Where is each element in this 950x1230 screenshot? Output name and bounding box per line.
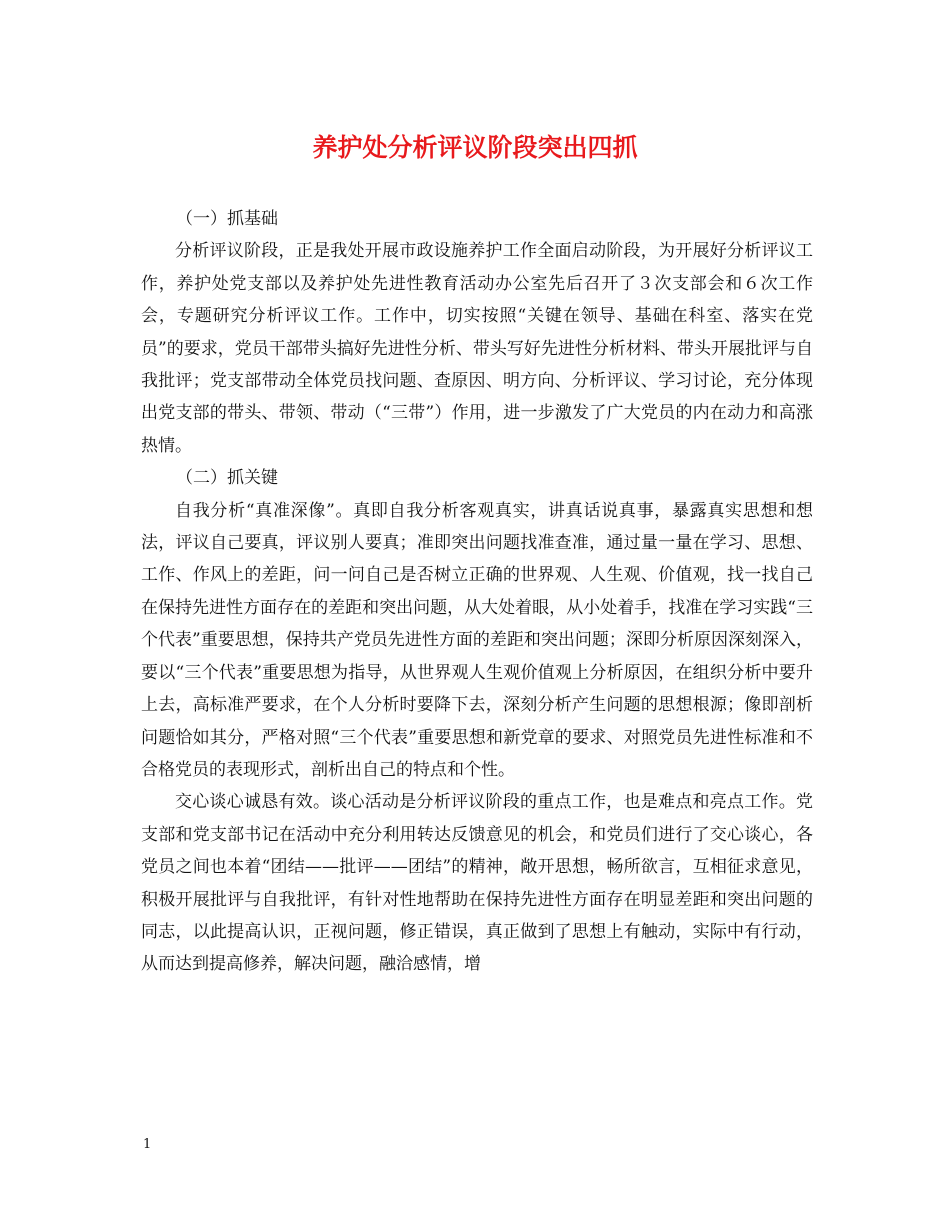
page-title: 养护处分析评议阶段突出四抓 [312,133,638,162]
section-heading-basics: （一）抓基础 [176,209,278,229]
paragraph-heart-talk: 交心谈心诚恳有效。谈心活动是分析评议阶段的重点工作，也是难点和亮点工作。党支部和党支部书记在活动中充分利用转达反馈意见的机会，和党员们进行了交心谈心，各党员之间也本着“团结——批评——团结”的精神，敞开思想，畅所欲言，互相征求意见，积极开展批评与自我批评，有针对性地帮助在保持先进性方面存在明显差距和突出问题的同志，以此提高认识，正视问题，修正错误，真正做到了思想上有触动，实际中有行动，从而达到提高修养，解决问题，融洽感情，增 [141,792,813,975]
page-number: 1 [143,1137,152,1152]
section-heading-key: （二）抓关键 [176,468,278,489]
paragraph-basics: 分析评议阶段，正是我处开展市政设施养护工作全面启动阶段，为开展好分析评议工作，养护处党支部以及养护处先进性教育活动办公室先后召开了３次支部会和６次工作会，专题研究分析评议工作。工作中，切实按照“关键在领导、基础在科室、落实在党员”的要求，党员干部带头搞好先进性分析、带头写好先进性分析材料、带头开展批评与自我批评；党支部带动全体党员找问题、查原因、明方向、分析评议、学习讨论，充分体现出党支部的带头、带领、带动（“三带”）作用，进一步激发了广大党员的内在动力和高涨热情。 [141,241,813,456]
document-body [141,203,813,981]
paragraph-self-analysis: 自我分析“真准深像”。真即自我分析客观真实，讲真话说真事，暴露真实思想和想法，评议自己要真，评议别人要真；准即突出问题找准查准，通过量一量在学习、思想、工作、作风上的差距，问一问自己是否树立正确的世界观、人生观、价值观，找一找自己在保持先进性方面存在的差距和突出问题，从大处着眼，从小处着手，找准在学习实践“三个代表”重要思想，保持共产党员先进性方面的差距和突出问题；深即分析原因深刻深入，要以“三个代表”重要思想为指导，从世界观人生观价值观上分析原因，在组织分析中要升上去，高标准严要求，在个人分析时要降下去，深刻分析产生问题的思想根源；像即剖析问题恰如其分，严格对照“三个代表”重要思想和新党章的要求、对照党员先进性标准和不合格党员的表现形式，剖析出自己的特点和个性。 [141,500,813,780]
